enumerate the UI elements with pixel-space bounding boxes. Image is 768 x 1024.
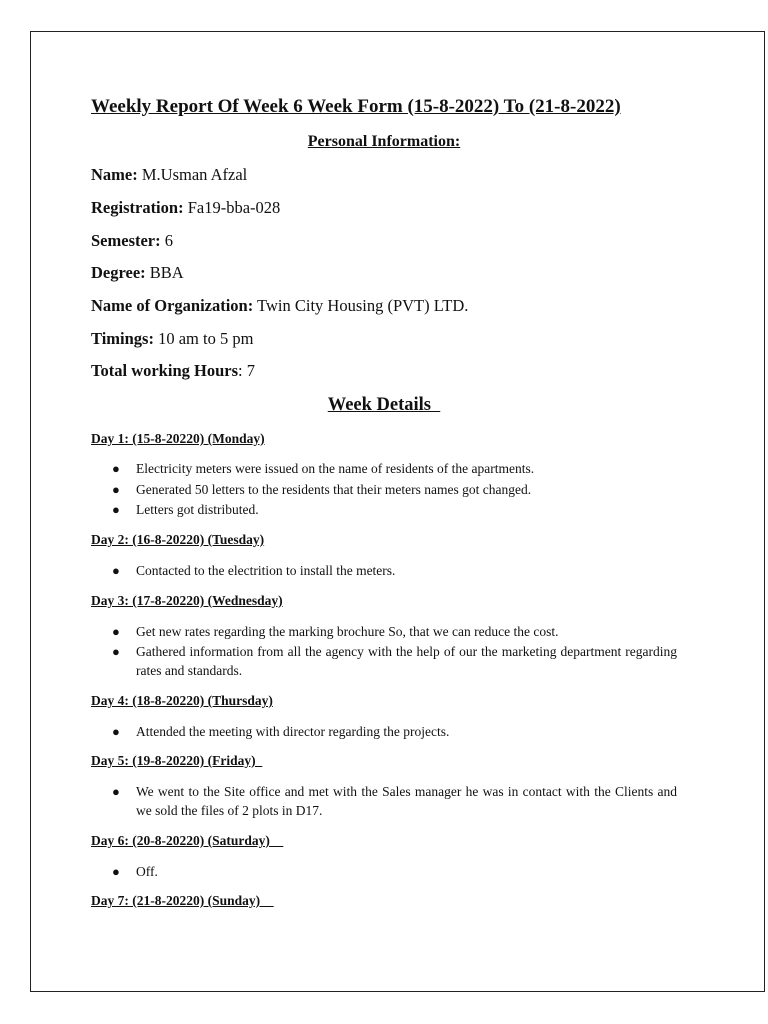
list-item: Contacted to the electrition to install the meters. (136, 563, 396, 578)
day-7-heading: Day 7: (21-8-20220) (Sunday) (91, 893, 274, 908)
bullet-icon: ● (112, 724, 120, 739)
day-5-heading: Day 5: (19-8-20220) (Friday) (91, 753, 263, 768)
bullet-icon: ● (112, 784, 120, 799)
list-item: Off. (136, 864, 158, 879)
week-details-heading: Week Details (327, 395, 441, 415)
day-1-heading: Day 1: (15-8-20220) (Monday) (91, 431, 265, 446)
organization-value: Twin City Housing (PVT) LTD. (253, 296, 469, 315)
bullet-icon: ● (112, 482, 120, 497)
degree-value: BBA (145, 263, 184, 282)
list-item: Gathered information from all the agency with the help of our the marketing department regarding rates and standards. (136, 644, 677, 678)
bullet-icon: ● (112, 563, 120, 578)
semester-line (91, 231, 173, 251)
timings-label: Timings: (91, 329, 154, 348)
degree-label: Degree: (91, 263, 146, 282)
list-item: Generated 50 letters to the residents that their meters names got changed. (136, 482, 532, 497)
report-title: Weekly Report Of Week 6 Week Form (15-8-2022) To (21-8-2022) (91, 96, 621, 117)
hours-value: : 7 (238, 361, 255, 380)
list-item: Attended the meeting with director regarding the projects. (136, 724, 450, 739)
list-item: Electricity meters were issued on the name of residents of the apartments. (136, 461, 535, 476)
day-3-heading: Day 3: (17-8-20220) (Wednesday) (91, 593, 283, 608)
organization-label: Name of Organization: (91, 296, 254, 315)
personal-info-heading: Personal Information: (307, 133, 461, 150)
list-item: Get new rates regarding the marking brochure So, that we can reduce the cost. (136, 624, 559, 639)
hours-label: Total working Hours (91, 361, 239, 380)
name-value: M.Usman Afzal (137, 165, 248, 184)
bullet-icon: ● (112, 461, 120, 476)
day-2-heading: Day 2: (16-8-20220) (Tuesday) (91, 532, 265, 547)
registration-label: Registration: (91, 198, 184, 217)
semester-label: Semester: (91, 231, 161, 250)
day-6-heading: Day 6: (20-8-20220) (Saturday) (91, 833, 284, 848)
timings-line (91, 329, 253, 349)
bullet-icon: ● (112, 864, 120, 879)
registration-line (91, 198, 280, 218)
day-4-heading: Day 4: (18-8-20220) (Thursday) (91, 693, 273, 708)
organization-line (91, 296, 468, 316)
bullet-icon: ● (112, 624, 120, 639)
bullet-icon: ● (112, 644, 120, 659)
registration-value: Fa19-bba-028 (183, 198, 281, 217)
degree-line (91, 263, 184, 283)
semester-value: 6 (160, 231, 174, 250)
list-item: We went to the Site office and met with the Sales manager he was in contact with the Clients and we sold the files of 2 plots in D17. (136, 784, 677, 818)
hours-line (91, 361, 255, 381)
timings-value: 10 am to 5 pm (153, 329, 254, 348)
bullet-icon: ● (112, 502, 120, 517)
name-label: Name: (91, 165, 138, 184)
name-line (91, 165, 247, 185)
list-item: Letters got distributed. (136, 502, 259, 517)
